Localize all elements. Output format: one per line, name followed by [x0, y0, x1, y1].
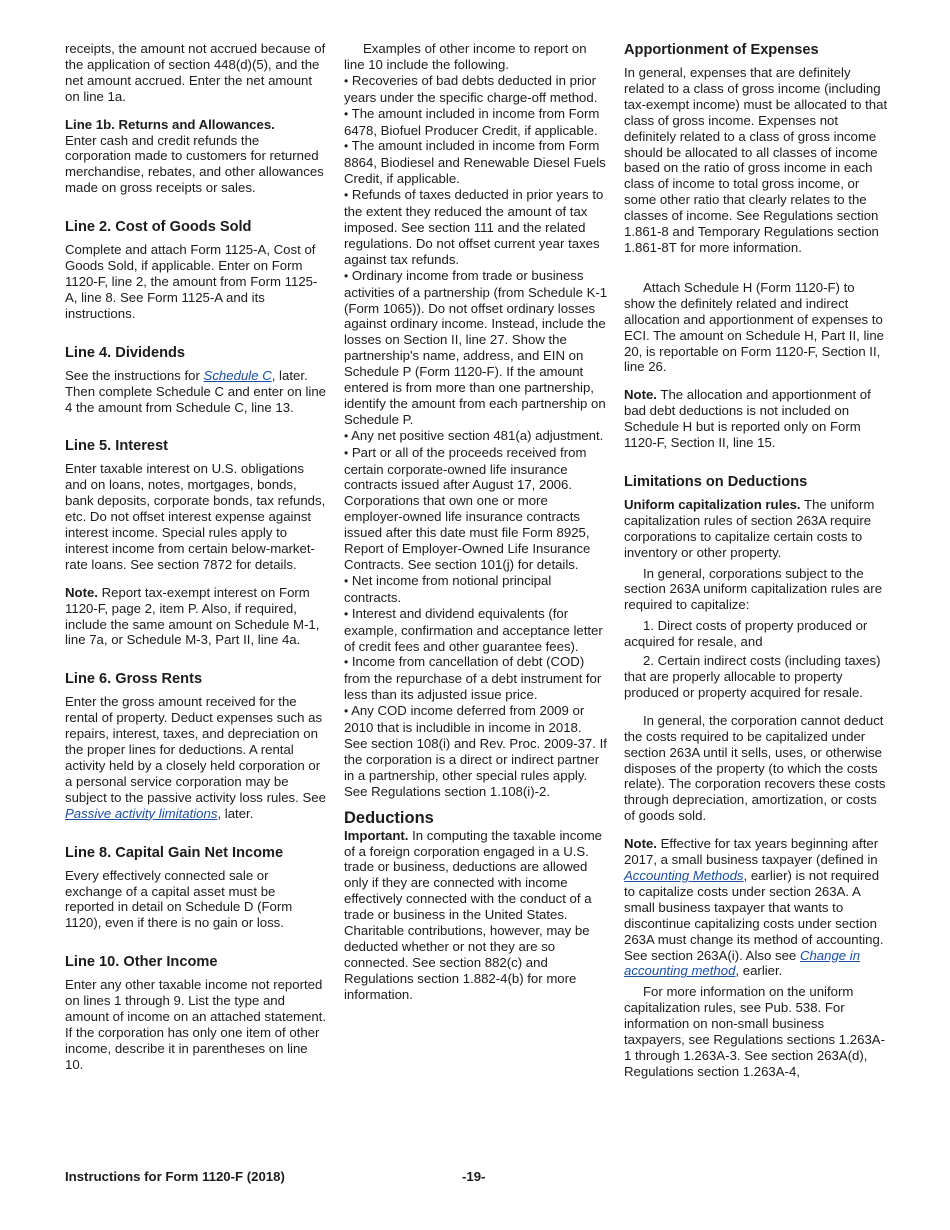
bullet-icon: • [344, 139, 349, 154]
heading-line6: Line 6. Gross Rents [65, 671, 203, 688]
footer-page-number: -19- [462, 1169, 486, 1184]
paragraph-important: Important. In computing the taxable income of a foreign corporation engaged in a U.S. trade or business, deductions are allowed only if they are connected with income effectively connected with the conduct of a trade or business in the United States. Charitable contributions, however, may be deducted whether or not they are so connected. See section 882(c) and Regulations section 1.882-4(b) for more information. [344, 827, 603, 1002]
bullet-icon: • [344, 704, 349, 719]
bullet-item [344, 138, 608, 187]
column-right [624, 41, 888, 1092]
bullet-text: Recoveries of bad debts deducted in prior years under the specific charge-off method. [344, 72, 598, 105]
bullet-item [344, 268, 608, 428]
bullet-item [344, 73, 608, 106]
paragraph-line8: Every effectively connected sale or exchange of a capital asset must be reported in detail on Schedule D (Form 1120), even if there is no gain or loss. [65, 867, 293, 931]
heading-deductions: Deductions [344, 808, 434, 827]
bullet-text: The amount included in income from Form 8864, Biodiesel and Renewable Diesel Fuels Credit, if applicable. [344, 138, 606, 187]
bullet-icon: • [344, 573, 349, 588]
bullet-item [344, 703, 608, 799]
paragraph-general: In general, corporations subject to the section 263A uniform capitalization rules are required to capitalize: [624, 565, 883, 613]
bullet-item [344, 573, 608, 606]
line1b-text: Enter cash and credit refunds the corporation made to customers for returned merchandise, rebates, and other allowances made on gross receipts or sales. [65, 132, 324, 196]
bullet-text: Ordinary income from trade or business activities of a partnership (from Schedule K-1 (Form 1065)). Do not offset ordinary losses against ordinary income. Instead, include the losses on Section II, line 27. Show the partnership's name, address, and EIN on Schedule P (Form 1120-F). If the amount entered is from more than one partnership, identify the amount from each partnership on Schedule P. [344, 267, 608, 427]
heading-line8: Line 8. Capital Gain Net Income [65, 844, 284, 861]
paragraph-unicap: Uniform capitalization rules. The uniform capitalization rules of section 263A require corporations to capitalize certain costs to inventory or other property. [624, 496, 875, 560]
bullet-item [344, 428, 608, 445]
bullet-icon: • [344, 106, 349, 121]
heading-line2: Line 2. Cost of Goods Sold [65, 219, 252, 236]
bullet-icon: • [344, 655, 349, 670]
bullet-item [344, 606, 608, 655]
note-line5: Note. Report tax-exempt interest on Form 1120-F, page 2, item P. Also, if required, include the same amount on Schedule M-1, line 7a, or Schedule M-3, Part II, line 4a. [65, 584, 320, 648]
bullet-icon: • [344, 606, 349, 621]
bullet-text: Interest and dividend equivalents (for example, confirmation and acceptance letter of credit fees and other guarantee fees). [344, 605, 603, 654]
note-small-business: Note. Effective for tax years beginning after 2017, a small business taxpayer (defined in Accounting Methods, earlier) is not required to capitalize costs under section 263A. A small business taxpayer that wants to discontinue capitalizing costs under section 263A must change its method of accounting. See section 263A(i). Also see Change in accounting method, earlier. [624, 836, 884, 979]
bullet-text: Income from cancellation of debt (COD) from the repurchase of a debt instrument for less than its adjusted issue price. [344, 654, 602, 703]
bullet-text: Refunds of taxes deducted in prior years to the extent they reduced the amount of tax imposed. See section 111 and the related regulations. Do not offset current year taxes against tax refunds. [344, 187, 604, 267]
heading-line5: Line 5. Interest [65, 438, 168, 455]
bullet-item [344, 654, 608, 703]
paragraph-intro: receipts, the amount not accrued because of the application of section 448(d)(5), and the net amount accrued. Enter the net amount on line 1a. [65, 41, 326, 104]
bullet-item [344, 187, 608, 268]
bullet-text: The amount included in income from Form 6478, Biofuel Producer Credit, if applicable. [344, 105, 600, 138]
passive-activity-link[interactable]: Passive activity limitations [65, 805, 218, 821]
other-income-bullet-list [344, 73, 608, 800]
heading-line4: Line 4. Dividends [65, 344, 186, 361]
footer-form-title: Instructions for Form 1120-F (2018) [65, 1169, 285, 1184]
paragraph-schedule-h: Attach Schedule H (Form 1120-F) to show the definitely related and indirect allocation and apportionment of expenses to ECI. The amount on Schedule H, Part II, line 20, is reportable on Form 1120-F, Section II, line 26. [624, 279, 884, 375]
column-middle [344, 41, 608, 1015]
paragraph-more-info: For more information on the uniform capitalization rules, see Pub. 538. For information on non-small business taxpayers, see Regulations sections 1.263A-1 through 1.263A-3. See section 263A(d), Regulations section 1.263A-4, [624, 984, 885, 1079]
paragraph-line2: Complete and attach Form 1125-A, Cost of Goods Sold, if applicable. Enter on Form 1120-F, line 2, the amount from Form 1125-A, line 8. See Form 1125-A and its instructions. [65, 242, 318, 321]
bullet-icon: • [344, 73, 349, 88]
bullet-icon: • [344, 268, 349, 283]
accounting-methods-link[interactable]: Accounting Methods [624, 867, 744, 883]
list-item-2: 2. Certain indirect costs (including taxes) that are properly allocable to property produced or property acquired for resale. [624, 653, 881, 700]
bullet-text: Net income from notional principal contracts. [344, 572, 552, 605]
heading-line10: Line 10. Other Income [65, 954, 218, 971]
bullet-text: Part or all of the proceeds received from certain corporate-owned life insurance contracts issued after August 17, 2006. Corporations that own one or more employer-owned life insurance contracts issued after this date must file Form 8925, Report of Employer-Owned Life Insurance Contracts. See section 101(j) for details. [344, 444, 591, 572]
bullet-icon: • [344, 428, 349, 443]
column-left [65, 41, 328, 1085]
paragraph-line10: Enter any other taxable income not reported on lines 1 through 9. List the type and amount of income on an attached statement. If the corporation has only one item of other income, describe it in parentheses on line 10. [65, 977, 326, 1072]
bullet-text: Any COD income deferred from 2009 or 2010 that is includible in income in 2018. See section 108(i) and Rev. Proc. 2009-37. If the corporation is a direct or indirect partner in a partnership, other special rules apply. See Regulations section 1.108(i)-2. [344, 703, 607, 799]
paragraph-line5: Enter taxable interest on U.S. obligations and on loans, notes, mortgages, bonds, bank deposits, corporate bonds, tax refunds, etc. Do not offset interest expense against interest income. Special rules apply to interest income from certain below-market-rate loans. See section 7872 for details. [65, 461, 326, 572]
heading-apportionment: Apportionment of Expenses [624, 42, 819, 58]
paragraph-cannot-deduct: In general, the corporation cannot deduct the costs required to be capitalized under section 263A until it sells, uses, or otherwise disposes of the property (to which the costs relate). The corporation recovers these costs through depreciation, amortization, or costs of goods sold. [624, 712, 886, 824]
bullet-icon: • [344, 188, 349, 203]
bullet-item [344, 445, 608, 573]
change-accounting-method-link[interactable]: Change in accounting method [624, 947, 861, 979]
line1b-label: Line 1b. Returns and Allowances. [65, 116, 275, 132]
note-bad-debt: Note. The allocation and apportionment of bad debt deductions is not included on Schedule H but is reported only on Form 1120-F, Section II, line 15. [624, 387, 871, 451]
bullet-icon: • [344, 445, 349, 460]
paragraph-other-income-intro: Examples of other income to report on line 10 include the following. [344, 41, 587, 72]
paragraph-line1b [65, 117, 328, 197]
schedule-c-link[interactable]: Schedule C [203, 367, 272, 383]
paragraph-line6: Enter the gross amount received for the rental of property. Deduct expenses such as repairs, interest, taxes, and depreciation on the proper lines for deductions. A rental activity held by a closely held corporation or a personal service corporation may be subject to the passive activity loss rules. See Passive activity limitations, later. [65, 694, 326, 821]
paragraph-apportionment: In general, expenses that are definitely related to a class of gross income (including tax-exempt income) must be allocated to that class of gross income. Expenses not definitely related to a class of gross income should be allocated to all classes of income based on the ratio of gross income in each class of income to total gross income, or some other ratio that clearly relates to the classes of income. See Regulations section 1.861-8 and Temporary Regulations section 1.861-8T for more information. [624, 65, 888, 255]
heading-limitations: Limitations on Deductions [624, 473, 808, 490]
list-item-1: 1. Direct costs of property produced or acquired for resale, and [624, 618, 868, 650]
paragraph-line4: See the instructions for Schedule C, later. Then complete Schedule C and enter on line 4 the amount from Schedule C, line 13. [65, 367, 326, 415]
bullet-text: Any net positive section 481(a) adjustment. [351, 427, 604, 443]
bullet-item [344, 106, 608, 139]
